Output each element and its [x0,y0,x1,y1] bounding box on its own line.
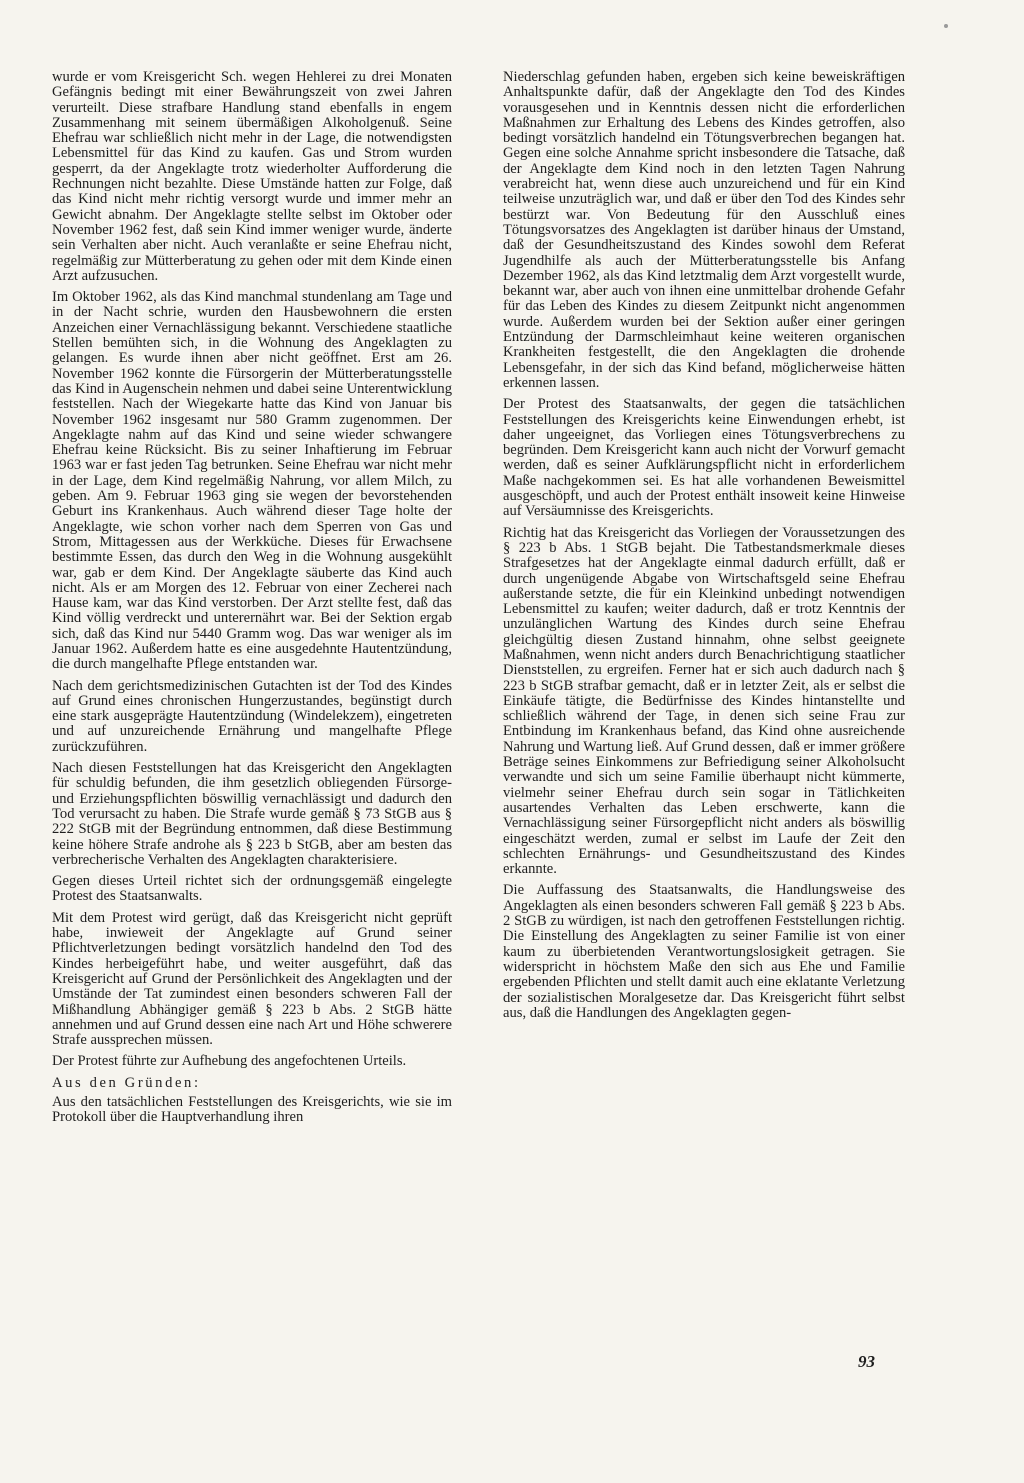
paragraph: wurde er vom Kreisgericht Sch. wegen Hehlerei zu drei Monaten Gefängnis bedingt mit einer Bewährungszeit von zwei Jahren verurteilt. Diese strafbare Handlung stand ebenfalls in engem Zusammenhang mit seinem übermäßigen Alkoholgenuß. Seine Ehefrau war schließlich nicht mehr in der Lage, die notwendigsten Lebensmittel für das Kind zu kaufen. Gas und Strom wurden gesperrt, da der Angeklagte trotz wiederholter Aufforderung die Rechnungen nicht bezahlte. Diese Umstände hatten zur Folge, daß das Kind nicht mehr richtig versorgt wurde und immer mehr an Gewicht abnahm. Der Angeklagte stellte selbst im Oktober oder November 1962 fest, daß sein Kind immer weniger wurde, änderte sein Verhalten aber nicht. Auch veranlaßte er seine Ehefrau nicht, regelmäßig zur Mütterberatung zu gehen oder mit dem Kinde einen Arzt aufzusuchen. [52,69,452,284]
page-number: 93 [858,1352,875,1371]
paragraph: Richtig hat das Kreisgericht das Vorliegen der Voraussetzungen des § 223 b Abs. 1 StGB bejaht. Die Tatbestandsmerkmale dieses Strafgesetzes hat der Angeklagte einmal dadurch erfüllt, daß er durch ungenügende Abgabe von Wirtschaftsgeld seine Ehefrau außerstande setzte, die für ein Kleinkind unbedingt notwendigen Lebensmittel zu kaufen; weiter dadurch, daß er trotz Kenntnis der unzulänglichen Wartung des Kindes durch seine Ehefrau gleichgültig diesen Zustand hinnahm, ohne selbst geeignete Maßnahmen, wenn nicht anders durch Benachrichtigung staatlicher Dienststellen, zu ergreifen. Ferner hat er sich auch dadurch nach § 223 b StGB strafbar gemacht, daß er in letzter Zeit, als er selbst die Einkäufe tätigte, die Bedürfnisse des Kindes hintanstellte und schließlich während der Tage, in denen sich seine Frau zur Entbindung im Krankenhaus befand, das Kind ohne ausreichende Nahrung und Wartung ließ. Auf Grund dessen, daß er immer größere Beträge seines Einkommens zur Befriedigung seiner Alkoholsucht verwandte und sich um seine Familie überhaupt nicht kümmerte, vielmehr seiner Ehefrau durch sein sogar in Tätlichkeiten ausartendes Verhalten das Leben erschwerte, kann die Vernachlässigung seiner Fürsorgepflicht nicht anders als böswillig eingeschätzt werden, zumal er selbst im Laufe der Zeit den schlechten Ernährungs- und Gesundheitszustand des Kindes erkannte. [503,524,905,878]
paragraph: Mit dem Protest wird gerügt, daß das Kreisgericht nicht geprüft habe, inwieweit der Angeklagte auf Grund seiner Pflichtverletzungen bedingt vorsätzlich handelnd den Tod des Kindes herbeigeführt habe, und weiter ausgeführt, daß das Kreisgericht auf Grund der Persönlichkeit des Angeklagten und der Umstände der Tat zumindest einen besonders schweren Fall der Mißhandlung Abhängiger gemäß § 223 b Abs. 2 StGB hätte annehmen und auf Grund dessen eine nach Art und Höhe schwerere Strafe aussprechen müssen. [52,909,452,1049]
paragraph: Die Auffassung des Staatsanwalts, die Handlungsweise des Angeklagten als einen besonders schweren Fall gemäß § 223 b Abs. 2 StGB zu würdigen, ist nach den getroffenen Feststellungen richtig. Die Einstellung des Angeklagten zu seiner Familie ist von einer kaum zu überbietenden Verantwortungslosigkeit getragen. Sie widerspricht in höchstem Maße den sich aus Ehe und Familie ergebenden Pflichten und stellt damit auch eine eklatante Verletzung der sozialistischen Moralgesetze dar. Das Kreisgericht führt selbst aus, daß die Handlungen des Angeklagten gegen- [503,882,905,1021]
paragraph: Niederschlag gefunden haben, ergeben sich keine beweiskräftigen Anhaltspunkte dafür, daß der Angeklagte den Tod des Kindes vorausgesehen und in Kenntnis dessen nicht die erforderlichen Maßnahmen zur Erhaltung des Lebens des Kindes getroffen, also bedingt vorsätzlich handelnd ein Tötungsverbrechen begangen hat. Gegen eine solche Annahme spricht insbesondere die Tatsache, daß der Angeklagte dem Kind noch in den letzten Tagen Nahrung verabreicht hat, wenn diese auch unzureichend und für ein Kind teilweise unzuträglich war, und daß er über den Tod des Kindes sehr bestürzt war. Von Bedeutung für den Ausschluß eines Tötungsvorsatzes des Angeklagten ist darüber hinaus der Umstand, daß der Gesundheitszustand des Kindes sowohl dem Referat Jugendhilfe als auch der Mütterberatungsstelle bis Anfang Dezember 1962, als das Kind letztmalig dem Arzt vorgestellt wurde, bekannt war, aber auch von ihnen eine unmittelbar drohende Gefahr für das Leben des Kindes zu diesem Zeitpunkt nicht angenommen wurde. Außerdem wurden bei der Sektion außer einer geringen Entzündung der Darmschleimhaut keine weiteren organischen Krankheiten festgestellt, die den Angeklagten die drohende Lebensgefahr, in der sich das Kind befand, möglicherweise hätten erkennen lassen. [503,69,905,391]
paragraph: Aus den tatsächlichen Feststellungen des Kreisgerichts, wie sie im Protokoll über die Hauptverhandlung ihren [52,1094,452,1126]
paper-speck [944,24,948,28]
paragraph: Nach diesen Feststellungen hat das Kreisgericht den Angeklagten für schuldig befunden, die ihm gesetzlich obliegenden Fürsorge- und Erziehungspflichten böswillig vernachlässigt und dadurch den Tod verursacht zu haben. Die Strafe wurde gemäß § 73 StGB aus § 222 StGB mit der Begründung entnommen, daß diese Bestimmung keine höhere Strafe androhe als § 223 b StGB, aber am besten das verbrecherische Verhalten des Angeklagten charakterisiere. [52,760,452,868]
section-heading: Aus den Gründen: [52,1074,201,1091]
paragraph: Im Oktober 1962, als das Kind manchmal stundenlang am Tage und in der Nacht schrie, wurden den Hausbewohnern die ersten Anzeichen einer Vernachlässigung bekannt. Verschiedene staatliche Stellen bemühten sich, in die Wohnung des Angeklagten zu gelangen. Es wurde ihnen aber nicht geöffnet. Erst am 26. November 1962 konnte die Fürsorgerin der Mütterberatungsstelle das Kind in Augenschein nehmen und dabei seine Unterentwicklung feststellen. Nach der Wiegekarte hatte das Kind von Januar bis November 1962 insgesamt nur 580 Gramm zugenommen. Der Angeklagte nahm auf das Kind und seine wieder schwangere Ehefrau keine Rücksicht. Bis zu seiner Inhaftierung im Februar 1963 war er fast jeden Tag betrunken. Seine Ehefrau war nicht mehr in der Lage, dem Kind regelmäßig Nahrung, vor allem Milch, zu geben. Am 9. Februar 1963 ging sie wegen der bevorstehenden Geburt ins Krankenhaus. Auch während dieser Tage holte der Angeklagte, wie schon vorher nach dem Sperren von Gas und Strom, Mittagessen aus der Werkküche. Dieses für Erwachsene bestimmte Essen, das durch den Weg in die Wohnung ausgekühlt war, gab er dem Kind. Der Angeklagte säuberte das Kind auch nicht. Als er am Morgen des 12. Februar von einer Zecherei nach Hause kam, war das Kind verstorben. Der Arzt stellte fest, daß das Kind völlig verdreckt und unterernährt war. Bei der Sektion ergab sich, daß das Kind nur 5440 Gramm wog. Das war weniger als im Januar 1962. Außerdem hatte es eine ausgedehnte Hautentzündung, die durch mangelhafte Pflege entstanden war. [52,289,452,673]
paragraph: Der Protest des Staatsanwalts, der gegen die tatsächlichen Feststellungen des Kreisgerichts keine Einwendungen erhebt, ist daher ungeeignet, das Vorliegen eines Tötungsverbrechens zu begründen. Dem Kreisgericht kann auch nicht der Vorwurf gemacht werden, daß es seiner Aufklärungspflicht nicht in erforderlichem Maße nachgekommen sei. Es hat alle vorhandenen Beweismittel ausgeschöpft, und auch der Protest enthält insoweit keine Hinweise auf Versäumnisse des Kreisgerichts. [503,396,905,520]
left-column [52,70,452,1132]
paragraph: Der Protest führte zur Aufhebung des angefochtenen Urteils. [52,1053,407,1070]
right-column [503,70,905,1027]
paragraph: Nach dem gerichtsmedizinischen Gutachten ist der Tod des Kindes auf Grund eines chronischen Hungerzustandes, begünstigt durch eine stark ausgeprägte Hautentzündung (Windelekzem), eingetreten und auf unzureichende Ernährung und mangelhafte Pflege zurückzuführen. [52,677,452,755]
paragraph: Gegen dieses Urteil richtet sich der ordnungsgemäß eingelegte Protest des Staatsanwalts. [52,873,452,905]
